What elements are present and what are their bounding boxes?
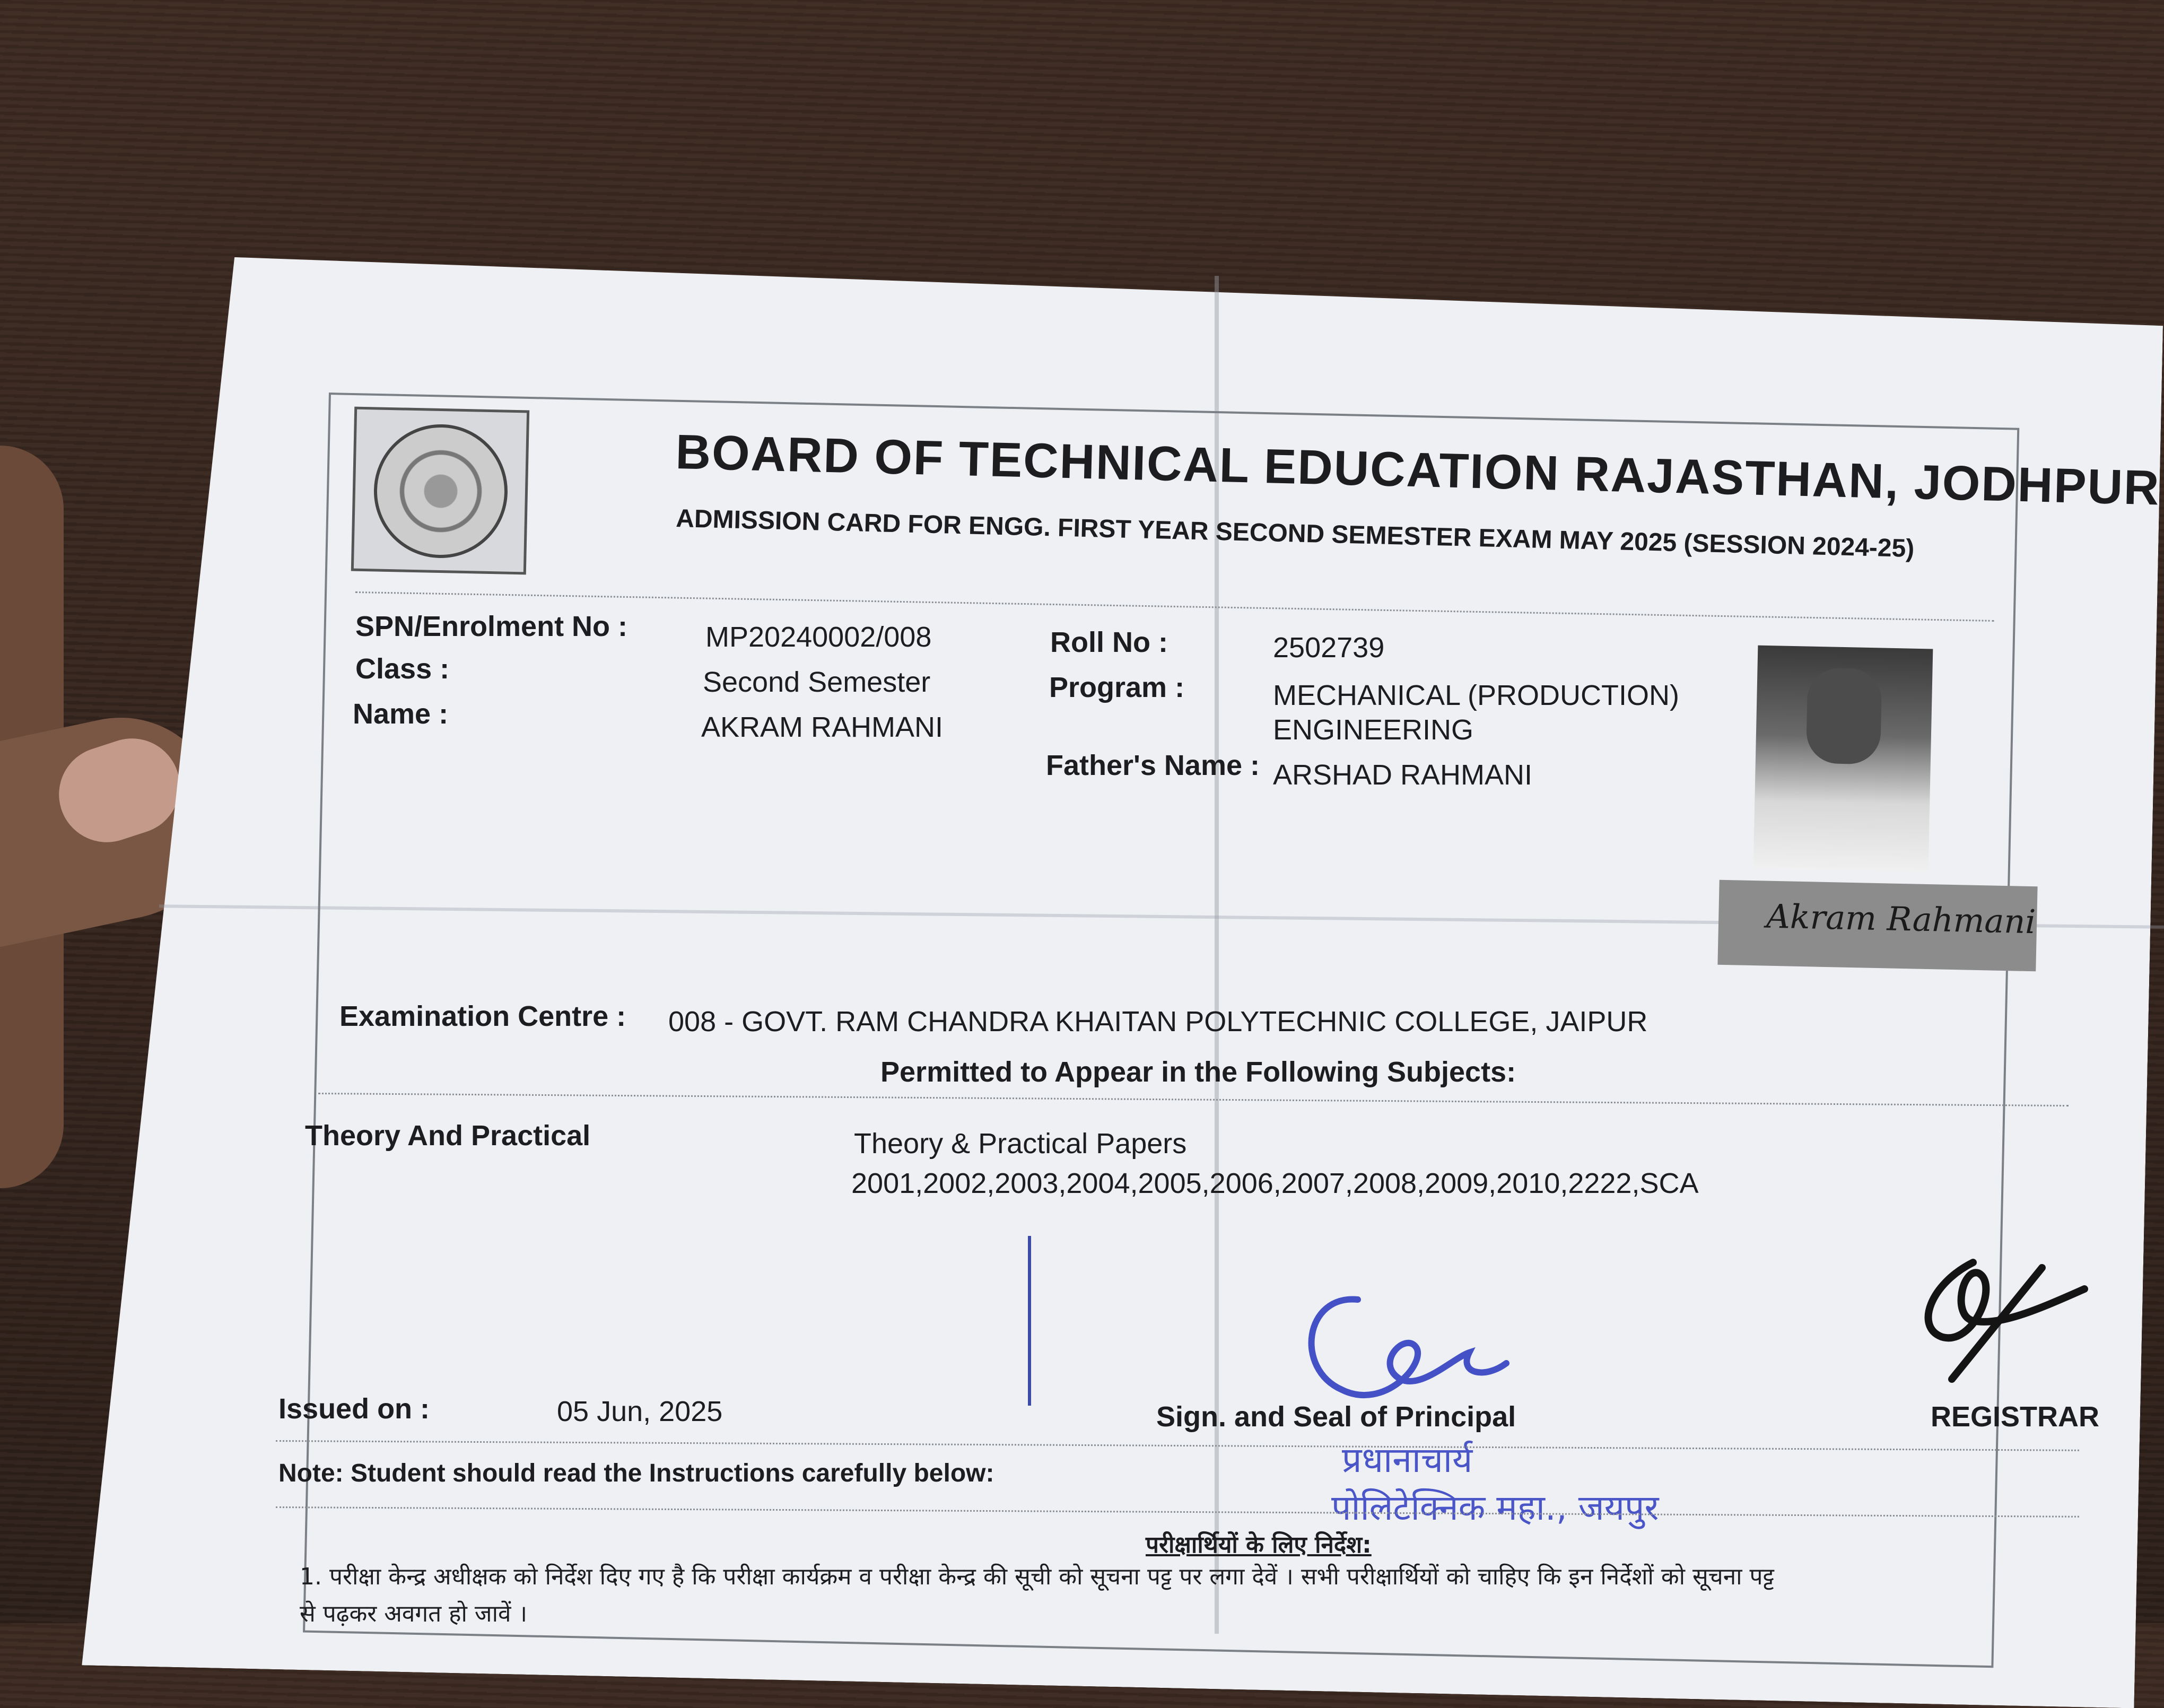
emblem-seal-icon — [372, 423, 509, 559]
subject-type: Theory And Practical — [305, 1120, 591, 1152]
student-signature: Akram Rahmani — [1766, 896, 2036, 942]
roll-label: Roll No : — [1050, 626, 1168, 658]
principal-stamp-text-1: प्रधानाचार्य — [1342, 1440, 1473, 1480]
enrolment-label: SPN/Enrolment No : — [355, 611, 628, 642]
program-label: Program : — [1049, 672, 1185, 703]
card-subtitle: ADMISSION CARD FOR ENGG. FIRST YEAR SECOND SEMESTER EXAM MAY 2025 (SESSION 2024-25) — [675, 504, 1915, 563]
enrolment-value: MP20240002/008 — [705, 621, 932, 653]
principal-label: Sign. and Seal of Principal — [1156, 1401, 1516, 1433]
registrar-label: REGISTRAR — [1931, 1401, 2100, 1433]
registrar-signature — [1909, 1252, 2090, 1395]
papers-list: 2001,2002,2003,2004,2005,2006,2007,2008,2009,2010,2222,SCA — [851, 1167, 1699, 1199]
instruction-1-line1: 1. परीक्षा केन्द्र अधीक्षक को निर्देश दिए गए है कि परीक्षा कार्यक्रम व परीक्षा केन्द्र की सूची को सूचना पट्ट पर लगा देवें । सभी परीक्षार्थियों को चाहिए कि इन निर्देशों को सूचना पट्ट — [300, 1563, 1775, 1590]
student-signature-strip — [1717, 880, 2037, 972]
student-photo — [1753, 646, 1933, 872]
program-value-line1: MECHANICAL (PRODUCTION) — [1273, 679, 1680, 711]
class-value: Second Semester — [703, 666, 931, 698]
note-text: Note: Student should read the Instructions carefully below: — [278, 1459, 994, 1487]
principal-signature — [1294, 1284, 1512, 1422]
exam-centre-label: Examination Centre : — [339, 1000, 626, 1032]
papers-label: Theory & Practical Papers — [854, 1128, 1187, 1160]
exam-centre-value: 008 - GOVT. RAM CHANDRA KHAITAN POLYTECHNIC COLLEGE, JAIPUR — [668, 1006, 1648, 1038]
roll-value: 2502739 — [1273, 632, 1385, 664]
instructions-heading: परीक्षार्थियों के लिए निर्देश: — [1146, 1531, 1372, 1558]
permitted-heading: Permitted to Appear in the Following Subjects: — [880, 1056, 1516, 1088]
program-value-line2: ENGINEERING — [1273, 714, 1474, 746]
issued-value: 05 Jun, 2025 — [557, 1396, 723, 1427]
student-photo-portrait — [1806, 668, 1882, 765]
name-value: AKRAM RAHMANI — [701, 711, 944, 743]
board-emblem-icon — [351, 407, 529, 575]
father-name-label: Father's Name : — [1046, 750, 1260, 781]
father-name-value: ARSHAD RAHMANI — [1273, 759, 1533, 791]
seal-edge-mark — [1028, 1236, 1031, 1406]
issued-label: Issued on : — [278, 1393, 430, 1425]
principal-stamp-text-2: पोलिटेक्निक महा., जयपुर — [1331, 1487, 1659, 1528]
name-label: Name : — [353, 698, 449, 730]
instruction-1-line2: से पढ़कर अवगत हो जावें । — [300, 1600, 528, 1627]
board-title: BOARD OF TECHNICAL EDUCATION RAJASTHAN, JODHPUR — [675, 424, 2161, 516]
class-label: Class : — [355, 653, 450, 685]
